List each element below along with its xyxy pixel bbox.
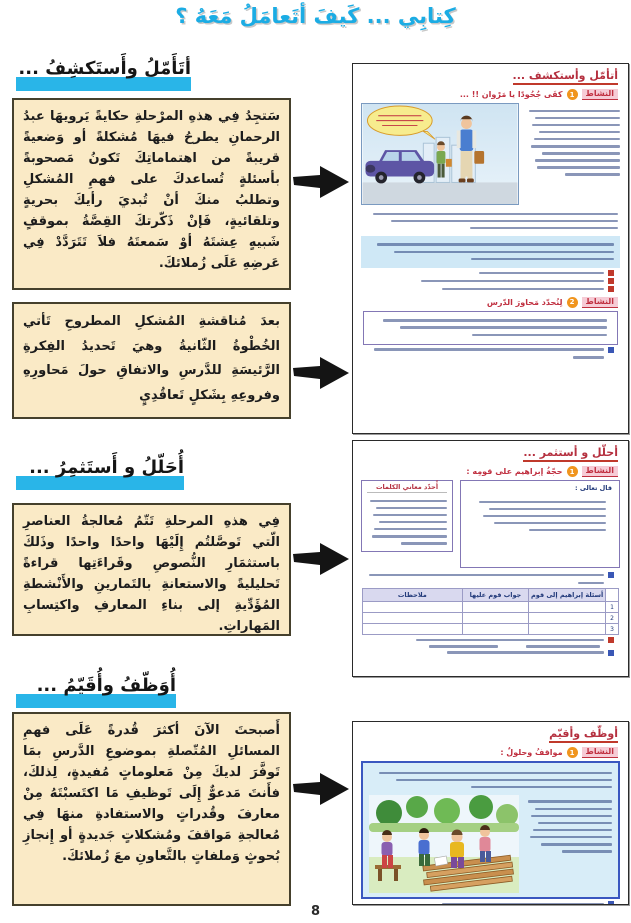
situation-box	[361, 761, 620, 899]
question-item	[353, 580, 614, 586]
activity-badge: النشاط	[582, 297, 618, 308]
table-row: 1	[363, 602, 619, 613]
activity-title: حجّةُ إبراهيم على قومِه :	[466, 467, 563, 476]
thumbnail-page-explore	[352, 63, 629, 434]
section-header-analyze	[16, 457, 184, 491]
cyan-highlight-bar	[16, 694, 176, 708]
story-text-column	[525, 103, 620, 205]
thumb1-header: أتأمّل وأستكشف ...	[513, 69, 618, 85]
story-scene-row	[361, 103, 620, 205]
dialogue-text-column	[525, 795, 612, 893]
bullet-spacer	[608, 580, 614, 586]
question-item	[353, 278, 614, 284]
question-item	[353, 650, 614, 656]
table-header-row	[363, 589, 619, 602]
activity-title: لِنُحدّد مَحاورَ الدّرس	[486, 297, 563, 307]
explanation-box-3: فِي هذهِ المرحلةِ تَتّمُ مُعالجةُ العناصرِ الّتي تَوصَّلتُم إِلَيْهَا واحدًا واحدًا وذَلكَ باستثمَارِ النُّصوصِ وقَراءَتِها قراءةً تَحليليةً والاستعانةِ بالتَمارينِ والأَنْشطةِ المُؤَدِّيةِ إلى بناءِ المعارفِ واكتِسابِ المَهاراتِ.	[12, 503, 291, 636]
question-item	[353, 637, 614, 643]
right-arrow-icon	[293, 770, 349, 808]
thumbnail-page-apply	[352, 721, 629, 905]
vocabulary-box	[361, 480, 453, 552]
thumbnail-page-analyze	[352, 440, 629, 677]
right-arrow-icon	[293, 163, 349, 201]
table-header-questions: أسئلة إبراهيم إلى قوم	[529, 589, 606, 602]
verse-box	[460, 480, 620, 568]
vocabulary-definitions	[367, 495, 447, 549]
right-arrow-icon	[293, 354, 349, 392]
question-item	[353, 347, 614, 353]
table-header-answers: جواب قوم عليها	[462, 589, 529, 602]
section-header-apply-label: أُوَظّفُ وأُقَيّمُ ...	[36, 675, 176, 696]
table-row: 2	[363, 613, 619, 624]
table-row: 3	[363, 624, 619, 635]
thumb3-header: أوظّف وأقيّم	[549, 727, 618, 743]
activity-number: 1	[567, 89, 578, 100]
question-item	[353, 270, 614, 276]
bullet-square-icon	[608, 637, 614, 643]
thumb3-activity-1	[353, 747, 618, 758]
bullet-spacer	[608, 355, 614, 361]
activity-number: 1	[567, 466, 578, 477]
question-item	[353, 286, 614, 292]
bullet-square-icon	[608, 278, 614, 284]
question-subitem	[353, 645, 600, 648]
situation-scene-row	[369, 795, 612, 893]
vocabulary-box-title: أُحدّد معاني الكلمات	[367, 483, 447, 493]
thumb1-activity-2	[353, 297, 618, 308]
section-header-explore	[16, 58, 191, 92]
activity-badge: النشاط	[582, 466, 618, 477]
right-arrow-icon	[293, 540, 349, 578]
bullet-square-icon	[608, 286, 614, 292]
children-outdoors-illustration	[369, 795, 519, 893]
section-header-explore-label: أتَأَمّلُ وأَستَكشِفُ ...	[18, 58, 191, 79]
explanation-box-2: بعدَ مُناقشةِ المُشكلِ المطروحِ تَأتي الخُطْوةُ الثّانيةُ وهيَ تَحديدُ الفِكرةِ الرَّئيسَةِ للدَّرسِ والاتفاقِ حولَ مَحاورِهِ وفروعِهِ بِشَكلٍ تَعاقُدِيٍ	[12, 302, 291, 419]
bullet-square-icon	[608, 270, 614, 276]
section-header-apply	[16, 675, 176, 709]
cyan-highlight-bar	[16, 77, 191, 91]
verse-and-vocab-row	[361, 480, 620, 568]
activity-number: 2	[567, 297, 578, 308]
page-title: كِتابِي ... كَيفَ أتَعامَلُ مَعَهُ ؟	[175, 4, 456, 28]
page-number: 8	[310, 904, 321, 919]
questions-table	[362, 588, 619, 635]
activity-title: كفَى جُحُودًا يا مَرْوان !! ...	[459, 90, 563, 99]
question-item	[353, 355, 614, 361]
quote-frame	[363, 311, 618, 345]
thumb2-header: أحلّل و أستثمر ...	[523, 446, 618, 462]
explanation-box-4: أَصبحتَ الآنَ أكثرَ قُدرةً عَلَى فهمِ المسائلِ المُتّصلةِ بموضوعِ الدَّرسِ بمَا تَوفَّرَ لديكَ مِنْ مَعلوماتٍ مُفيدةٍ، لِذلكَ، فأَنتَ مَدعوٌّ إِلَى تَوظيفِ مَا اكتَسبْتَهُ مِنْ معارفَ وقُدراتٍ والاستفادةِ منهَا فِي مُعالجةِ مَواقفَ ومُشكلاتٍ جَديدةٍ أو إِنجازِ بُحوثٍ وَملفاتٍ بالتَّعاونِ معَ زُملائكَ.	[12, 712, 291, 906]
verse-intro-label: قال تعالى :	[574, 484, 612, 492]
table-num-col	[606, 589, 619, 602]
activity-badge: النشاط	[582, 89, 618, 100]
highlighted-note-block	[361, 236, 620, 268]
table-header-notes: ملاحظات	[363, 589, 463, 602]
section-header-analyze-label: أُحَلّلُ و أَستَثمِرُ ...	[29, 457, 184, 478]
explanation-box-1: سَتجِدُ فِي هذهِ المرْحلةِ حكايةً يَرويهَا عبدُ الرحمانِ يطرحُ فيهَا مُشكلةً أو وَضعيةً قريبةً من اهتماماتِكَ تَكونُ مَصحوبةً بأسئلةٍ تُساعدكَ على فهمِ المُشكلِ وتطلبُ منكَ أنْ تُبديَ رأيكَ بحريةٍ وتلقائيةٍ، فَإنْ ذَكّرتكَ القِصَّةُ بموقفٍ شَبيهٍ عِشتَهُ أوْ سَمعتَهُ فلاَ تَتَرَدَّدْ فِي عَرضِهِ عَلَى زُملائكَ.	[12, 98, 291, 290]
situation-intro-text	[369, 767, 612, 793]
street-scene-illustration	[361, 103, 519, 205]
bullet-square-icon	[608, 572, 614, 578]
bullet-square-icon	[608, 650, 614, 656]
question-item	[353, 572, 614, 578]
thumb1-activity-1	[353, 89, 618, 100]
verse-text	[468, 496, 612, 536]
cyan-highlight-bar	[16, 476, 184, 490]
bullet-square-icon	[608, 347, 614, 353]
activity-title: مواقفُ وحلولٌ :	[500, 748, 563, 757]
activity-number: 1	[567, 747, 578, 758]
story-text-footer	[363, 208, 618, 234]
thumb2-activity-1	[353, 466, 618, 477]
activity-badge: النشاط	[582, 747, 618, 758]
